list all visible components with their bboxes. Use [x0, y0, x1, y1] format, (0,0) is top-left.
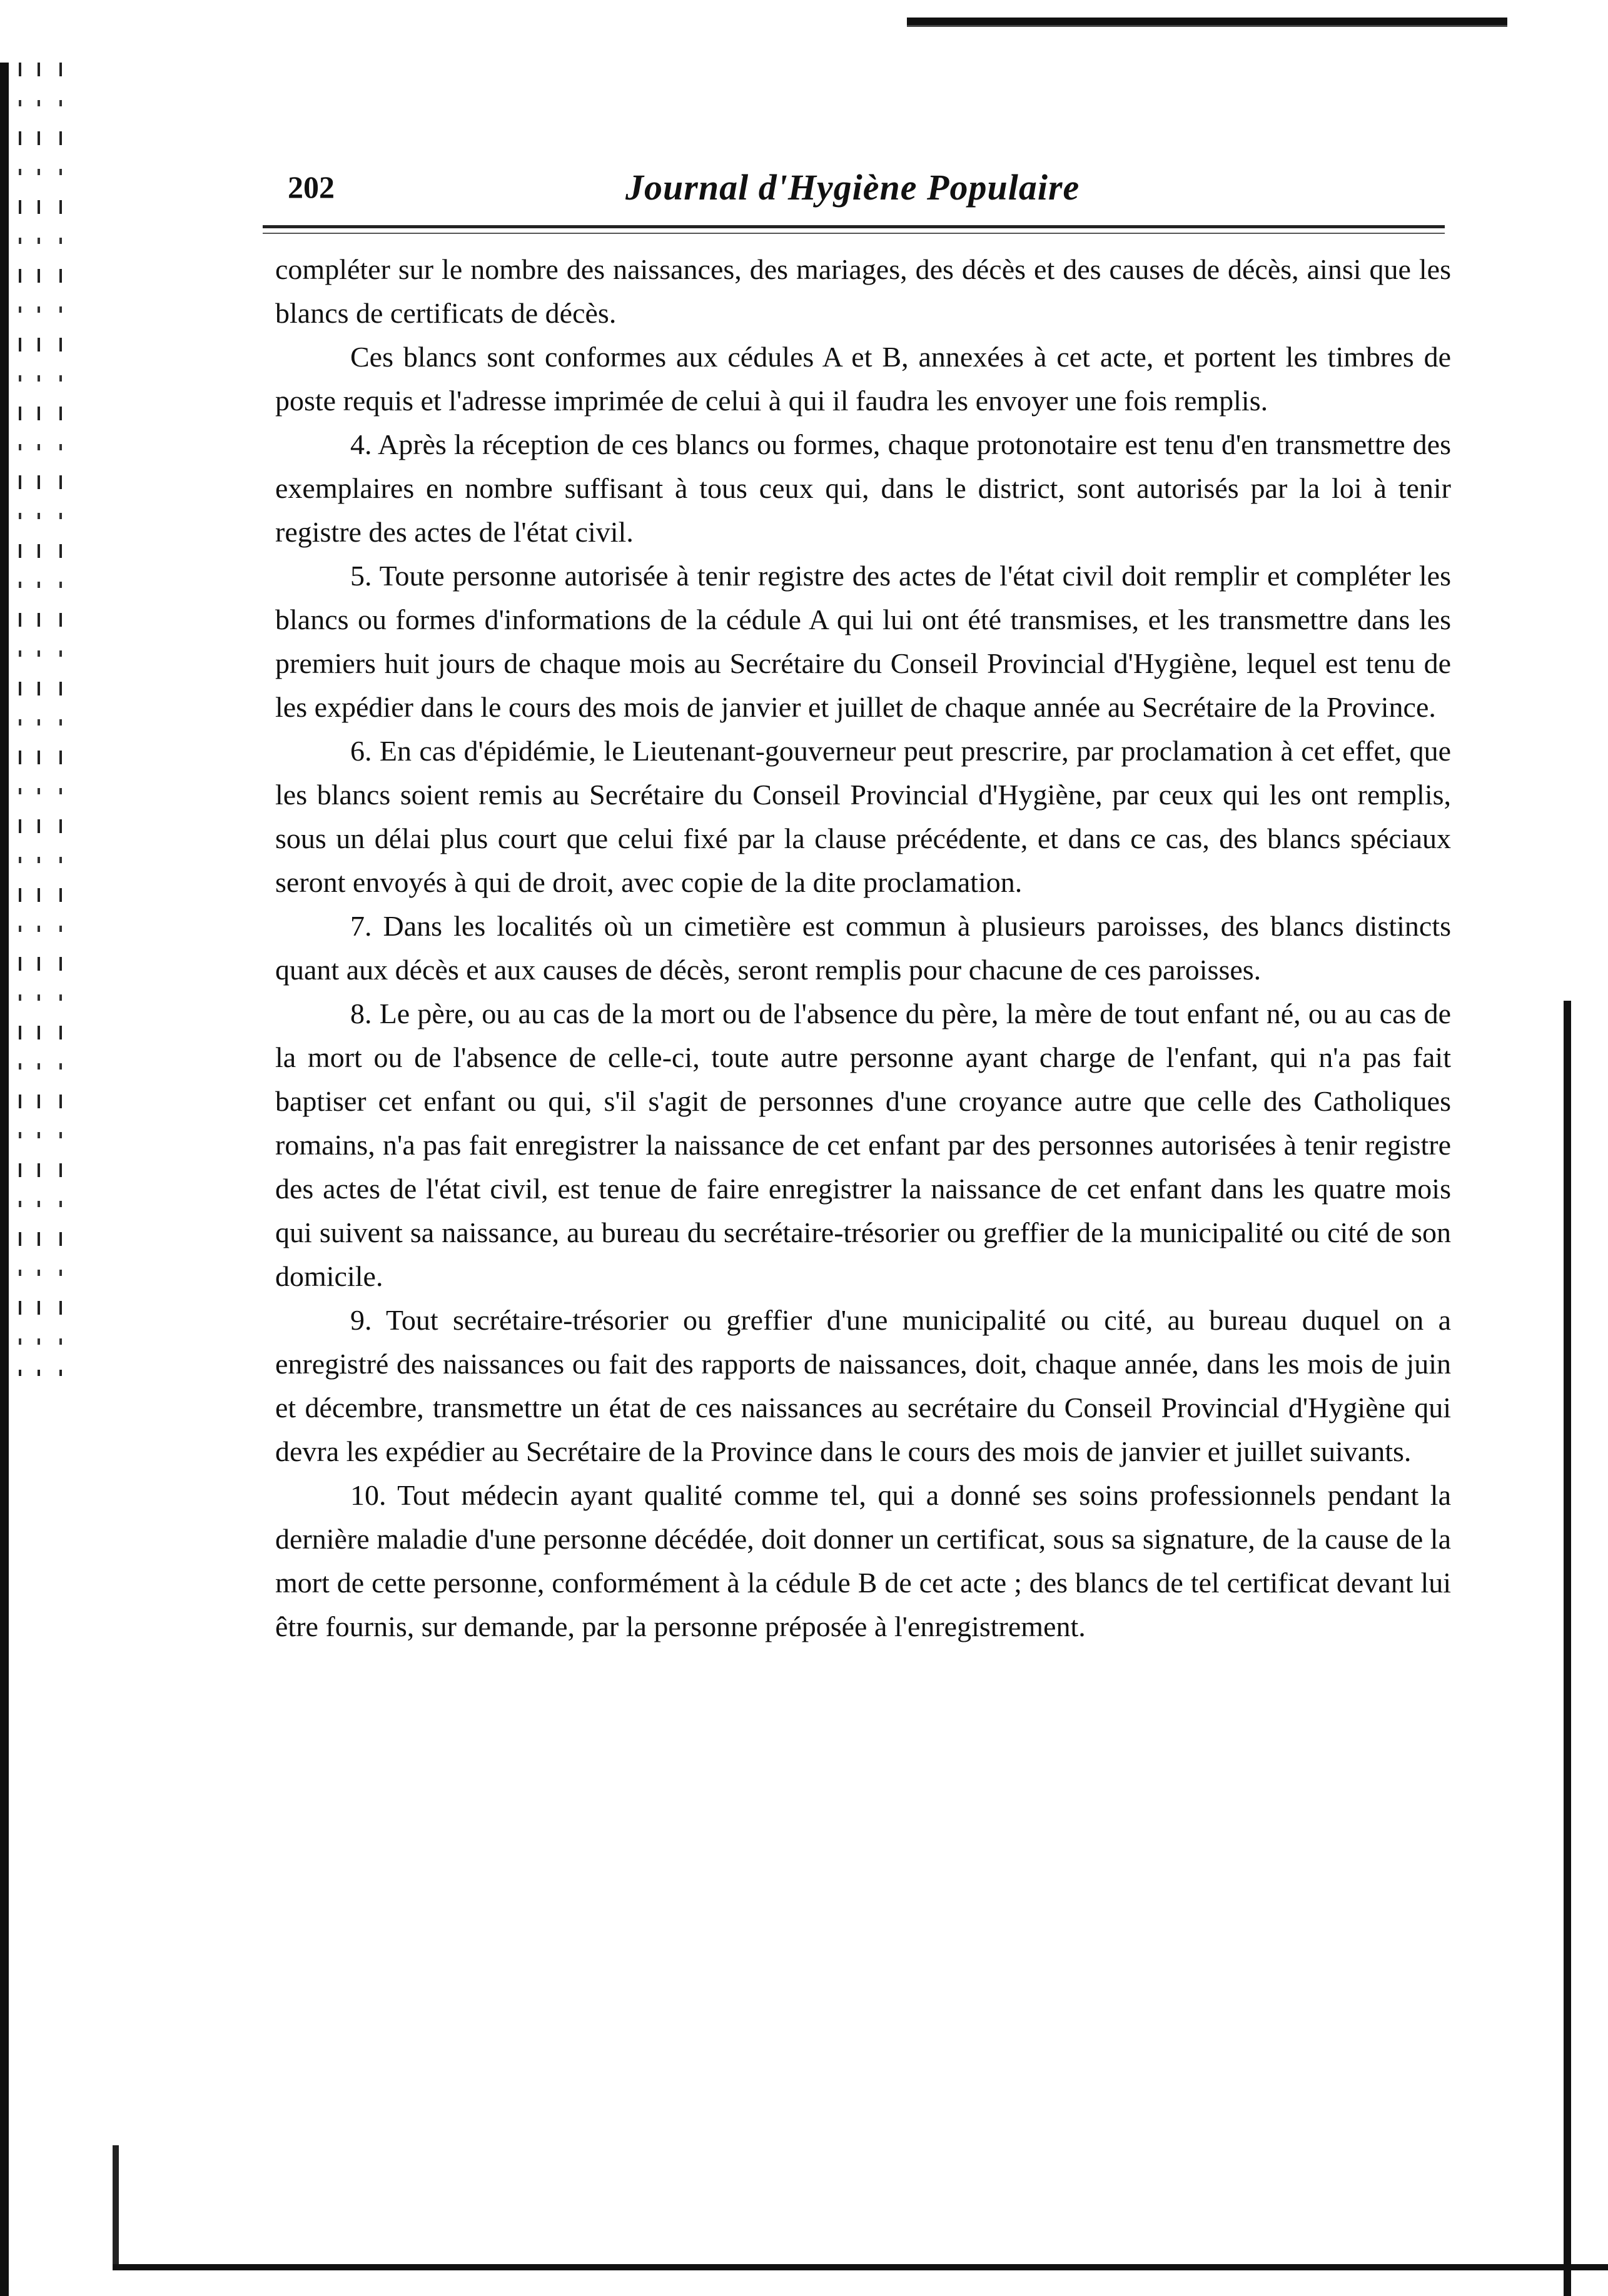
scan-left-artifact	[59, 63, 62, 1376]
running-title: Journal d'Hygiène Populaire	[625, 167, 1080, 208]
paragraph-article-9: 9. Tout secrétaire-trésorier ou greffier d'une municipalité ou cité, au bureau duquel on a enregistré des naissances ou fait des rapports de naissances, doit, chaque année, dans les mois de juin et décembre, transmettre un état de ces naissances au secrétaire du Conseil Provincial d'Hygiène qui devra les expédier au Secrétaire de la Province dans le cours des mois de janvier et juillet suivants.	[275, 1304, 1451, 1467]
paragraph-article-6: 6. En cas d'épidémie, le Lieutenant-gouverneur peut prescrire, par proclamation à cet effet, que les blancs soient remis au Secrétaire du Conseil Provincial d'Hygiène, par ceux qui les ont remplis, sous un délai plus court que celui fixé par la clause précédente, et dans ce cas, des blancs spéciaux seront envoyés à qui de droit, avec copie de la dite proclamation.	[275, 735, 1451, 898]
body-text	[275, 248, 1451, 1649]
scan-bottom-corner	[113, 2145, 119, 2270]
scan-left-artifact	[19, 63, 21, 1376]
paragraph-article-8: 8. Le père, ou au cas de la mort ou de l'absence du père, la mère de tout enfant né, ou au cas de la mort ou de l'absence de celle-ci, toute autre personne ayant charge de l'enfant, qui n'a pas fait baptiser cet enfant ou qui, s'il s'agit de personnes d'une croyance autre que celle des Catholiques romains, n'a pas fait enregistrer la naissance de cet enfant par des personnes autorisées à tenir registre des actes de l'état civil, est tenue de faire enregistrer la naissance de cet enfant dans les quatre mois qui suivent sa naissance, au bureau du secrétaire-trésorier ou greffier de la municipalité ou cité de son domicile.	[275, 998, 1451, 1292]
scan-bottom-border	[113, 2264, 1608, 2270]
scan-left-artifact	[38, 63, 40, 1376]
scan-left-border	[0, 63, 9, 2296]
scan-top-border-thin	[907, 25, 1507, 27]
page-number: 202	[288, 169, 335, 205]
paragraph-article-4: 4. Après la réception de ces blancs ou formes, chaque protonotaire est tenu d'en transmettre des exemplaires en nombre suffisant à tous ceux qui, dans le district, sont autorisés par la loi à tenir registre des actes de l'état civil.	[275, 428, 1451, 548]
paragraph-article-5: 5. Toute personne autorisée à tenir registre des actes de l'état civil doit remplir et compléter les blancs ou formes d'informations de la cédule A qui lui ont été transmises, et les transmettre dans les premiers huit jours de chaque mois au Secrétaire du Conseil Provincial d'Hygiène, lequel est tenu de les expédier dans le cours des mois de janvier et juillet de chaque année au Secrétaire de la Province.	[275, 560, 1451, 723]
scan-right-border	[1564, 1001, 1571, 2296]
header-rule	[263, 225, 1445, 228]
paragraph-continuation: compléter sur le nombre des naissances, des mariages, des décès et des causes de décès, ainsi que les blancs de certificats de décès.	[275, 253, 1451, 329]
header-rule-thin	[263, 233, 1445, 234]
paragraph-article-10: 10. Tout médecin ayant qualité comme tel, qui a donné ses soins professionnels pendant la dernière maladie d'une personne décédée, doit donner un certificat, sous sa signature, de la cause de la mort de cette personne, conformément à la cédule B de cet acte ; des blancs de tel certificat devant lui être fournis, sur demande, par la personne préposée à l'enregistrement.	[275, 1479, 1451, 1642]
paragraph-article-7: 7. Dans les localités où un cimetière est commun à plusieurs paroisses, des blancs distincts quant aux décès et aux causes de décès, seront remplis pour chacune de ces paroisses.	[275, 910, 1451, 986]
page-header	[275, 169, 1451, 219]
paragraph: Ces blancs sont conformes aux cédules A et B, annexées à cet acte, et portent les timbres de poste requis et l'adresse imprimée de celui à qui il faudra les envoyer une fois remplis.	[275, 341, 1451, 417]
